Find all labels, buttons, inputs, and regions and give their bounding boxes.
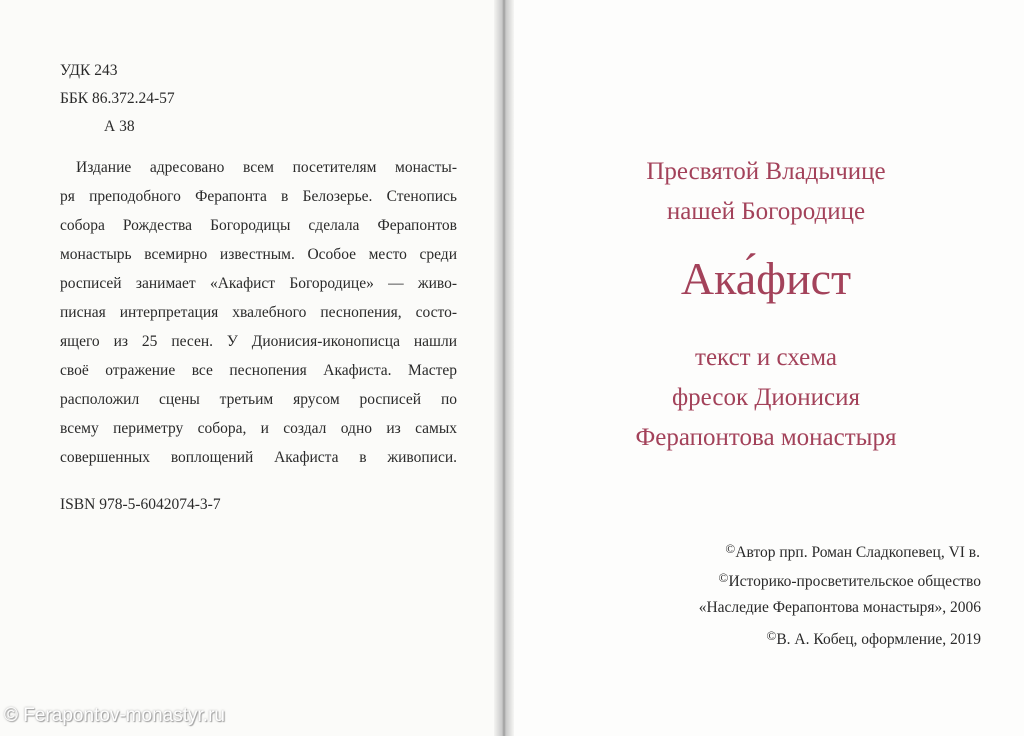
site-watermark: © Ferapontov-monastyr.ru [4, 705, 225, 726]
subtitle-line: Ферапонтова монастыря [635, 424, 897, 451]
paragraph-line: расположил сцены третьим ярусом росписей по [60, 391, 457, 408]
paragraph-line: собора Рождества Богородицы сделала Ферапонтов [60, 217, 457, 234]
bbk-code: ББК 86.372.24-57 [60, 90, 175, 107]
paragraph-line: писная интерпретация хвалебного песнопения, состо- [60, 304, 457, 321]
copyright-line: ©В. А. Кобец, оформление, 2019 [766, 628, 981, 648]
paragraph-line: ря преподобного Ферапонта в Белозерье. Стенопись [60, 188, 457, 205]
copyright-symbol: © [725, 541, 736, 556]
copyright-line: ©Автор прп. Роман Сладкопевец, VI в. [725, 541, 980, 561]
copyright-line: «Наследие Ферапонтова монастыря», 2006 [698, 599, 981, 616]
subtitle-line: текст и схема [695, 344, 837, 371]
copyright-symbol: © [766, 628, 777, 643]
udk-code: УДК 243 [60, 62, 118, 79]
paragraph-line: росписей занимает «Акафист Богородице» — живо- [60, 275, 457, 292]
isbn: ISBN 978-5-6042074-3-7 [60, 496, 221, 513]
paragraph-line: совершенных воплощений Акафиста в живописи. [60, 449, 457, 466]
paragraph-line: своё отражение все песнопения Акафиста. Мастер [60, 362, 457, 379]
paragraph-line: всему периметру собора, и создал одно из самых [60, 420, 457, 437]
paragraph-line: Издание адресовано всем посетителям монасты- [76, 159, 457, 176]
dedication-line: Пресвятой Владычице [646, 158, 886, 185]
paragraph-line: ящего из 25 песен. У Дионисия-иконописца нашли [60, 333, 457, 350]
author-mark: А 38 [104, 118, 135, 135]
copyright-line: ©Историко-просветительское общество [718, 570, 981, 590]
dedication-line: нашей Богородице [666, 198, 866, 225]
book-title: Ака́фист [680, 253, 852, 304]
subtitle-line: фресок Дионисия [671, 384, 861, 411]
copyright-symbol: © [718, 570, 729, 585]
paragraph-line: монастырь всемирно известным. Особое место среди [60, 246, 457, 263]
